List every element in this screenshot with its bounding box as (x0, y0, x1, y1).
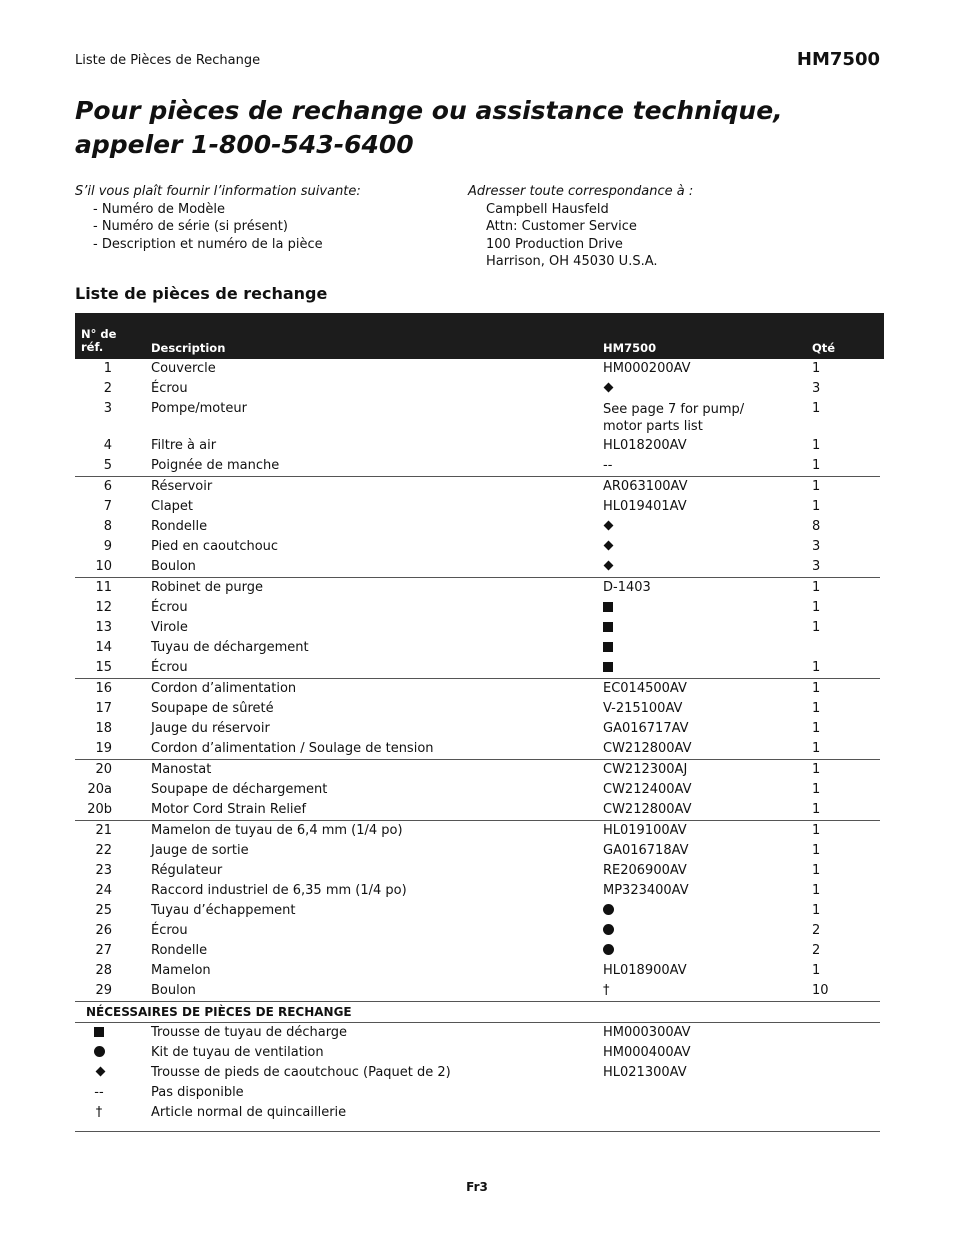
table-row-group (75, 679, 880, 760)
table-row (75, 557, 880, 577)
row-part-number: GA016718AV (603, 843, 689, 858)
row-ref-number: 22 (95, 843, 112, 858)
table-row (75, 618, 880, 638)
table-row (75, 679, 880, 699)
row-ref-number: 3 (103, 401, 112, 416)
row-quantity: 1 (812, 600, 821, 615)
row-description: Virole (151, 620, 188, 635)
row-part-number: † (603, 983, 610, 998)
diamond-symbol-icon (604, 561, 614, 571)
table-row (75, 760, 880, 780)
row-quantity: 8 (812, 519, 821, 534)
row-quantity: 1 (812, 863, 821, 878)
table-row (75, 921, 880, 941)
row-quantity: 1 (812, 782, 821, 797)
row-part-number (603, 557, 612, 577)
row-description: Clapet (151, 499, 194, 514)
row-ref-number: 23 (95, 863, 112, 878)
table-row (75, 658, 880, 678)
row-ref-number: 20a (87, 782, 112, 797)
row-quantity: 1 (812, 660, 821, 675)
row-description: Tuyau de déchargement (151, 640, 309, 655)
row-part-number: CW212800AV (603, 741, 692, 756)
legend-description: Kit de tuyau de ventilation (151, 1045, 324, 1060)
row-quantity: 1 (812, 843, 821, 858)
row-ref-number: 13 (95, 620, 112, 635)
legend-symbol: † (95, 1105, 103, 1120)
table-row (75, 861, 880, 881)
row-part-number (603, 941, 614, 961)
row-part-number: MP323400AV (603, 883, 689, 898)
section-title: Liste de pièces de rechange (75, 284, 328, 303)
row-part-number: HL018200AV (603, 438, 687, 453)
square-symbol-icon (603, 662, 613, 672)
row-quantity: 1 (812, 361, 821, 376)
row-quantity: 10 (812, 983, 829, 998)
row-part-number (603, 638, 613, 658)
row-description: Écrou (151, 660, 188, 675)
row-part-number: GA016717AV (603, 721, 689, 736)
row-description: Cordon d’alimentation (151, 681, 297, 696)
row-description: Jauge de sortie (151, 843, 249, 858)
row-ref-number: 16 (95, 681, 112, 696)
legend-row (75, 1023, 884, 1043)
diamond-symbol-icon (604, 521, 614, 531)
row-description: Boulon (151, 983, 196, 998)
row-description: Rondelle (151, 943, 208, 958)
legend-description: Trousse de pieds de caoutchouc (Paquet de 2) (151, 1065, 451, 1080)
row-quantity: 3 (812, 559, 821, 574)
row-description: Tuyau d’échappement (151, 903, 296, 918)
row-description: Mamelon de tuyau de 6,4 mm (1/4 po) (151, 823, 403, 838)
info-request-block (75, 183, 361, 253)
row-part-number: AR063100AV (603, 479, 688, 494)
row-quantity: 3 (812, 539, 821, 554)
legend-part-number: HM000300AV (603, 1025, 691, 1040)
row-part-number (603, 921, 614, 941)
address-block (468, 183, 693, 271)
info-request-item: - Description et numéro de la pièce (93, 236, 323, 252)
table-row-group (75, 821, 880, 1002)
legend-row (75, 1083, 884, 1103)
table-row-group (75, 359, 880, 477)
legend-symbol: -- (94, 1085, 104, 1100)
row-part-number: HM000200AV (603, 361, 691, 376)
row-quantity: 1 (812, 903, 821, 918)
table-row (75, 598, 880, 618)
row-description: Écrou (151, 923, 188, 938)
row-ref-number: 2 (103, 381, 112, 396)
row-ref-number: 20 (95, 762, 112, 777)
row-quantity: 2 (812, 943, 821, 958)
square-symbol-icon (603, 602, 613, 612)
diamond-symbol-icon (95, 1067, 105, 1077)
row-ref-number: 9 (103, 539, 112, 554)
row-description: Rondelle (151, 519, 208, 534)
row-ref-number: 29 (95, 983, 112, 998)
row-ref-number: 1 (103, 361, 112, 376)
row-part-number (603, 537, 612, 557)
info-request-heading: S’il vous plaît fournir l’information suivante: (75, 184, 361, 199)
row-description: Jauge du réservoir (151, 721, 270, 736)
legend-description: Trousse de tuyau de décharge (151, 1025, 348, 1040)
table-row-group (75, 578, 880, 679)
row-quantity: 1 (812, 681, 821, 696)
row-part-number (603, 598, 613, 618)
table-row (75, 961, 880, 981)
row-ref-number: 24 (95, 883, 112, 898)
address-line: 100 Production Drive (486, 236, 623, 252)
table-row (75, 537, 880, 557)
row-description: Réservoir (151, 479, 213, 494)
legend-row (75, 1043, 884, 1063)
row-part-number: D-1403 (603, 580, 651, 595)
row-ref-number: 14 (95, 640, 112, 655)
row-part-number: CW212300AJ (603, 762, 688, 777)
row-quantity: 3 (812, 381, 821, 396)
row-quantity: 1 (812, 802, 821, 817)
table-row (75, 399, 880, 436)
table-header (75, 313, 884, 359)
table-row (75, 881, 880, 901)
square-symbol-icon (94, 1027, 104, 1037)
row-quantity: 1 (812, 458, 821, 473)
legend-description: Article normal de quincaillerie (151, 1105, 347, 1120)
circle-symbol-icon (603, 944, 614, 955)
table-row (75, 780, 880, 800)
row-description: Poignée de manche (151, 458, 280, 473)
info-request-item: - Numéro de Modèle (93, 201, 226, 217)
row-part-number: HL018900AV (603, 963, 687, 978)
row-part-number: V-215100AV (603, 701, 683, 716)
row-ref-number: 19 (95, 741, 112, 756)
address-heading: Adresser toute correspondance à : (468, 184, 694, 199)
circle-symbol-icon (603, 904, 614, 915)
circle-symbol-icon (603, 924, 614, 935)
row-part-number: HL019401AV (603, 499, 687, 514)
kits-section-title: NÉCESSAIRES DE PIÈCES DE RECHANGE (75, 1002, 880, 1023)
row-description: Soupape de sûreté (151, 701, 274, 716)
header-section-label: Liste de Pièces de Rechange (75, 53, 261, 68)
header-ref: N° de réf. (81, 327, 117, 354)
address-line: Harrison, OH 45030 U.S.A. (486, 254, 658, 269)
row-description: Écrou (151, 381, 188, 396)
row-quantity: 1 (812, 580, 821, 595)
row-description: Régulateur (151, 863, 223, 878)
table-row (75, 456, 880, 476)
table-row-group (75, 477, 880, 578)
table-row (75, 359, 880, 379)
diamond-symbol-icon (604, 383, 614, 393)
page-number: Fr3 (466, 1180, 488, 1194)
row-ref-number: 28 (95, 963, 112, 978)
row-description: Robinet de purge (151, 580, 263, 595)
row-part-number (603, 379, 612, 399)
table-body (75, 359, 884, 1002)
row-quantity: 1 (812, 479, 821, 494)
row-description: Raccord industriel de 6,35 mm (1/4 po) (151, 883, 407, 898)
square-symbol-icon (603, 622, 613, 632)
row-description: Motor Cord Strain Relief (151, 802, 307, 817)
legend-part-number: HL021300AV (603, 1065, 687, 1080)
row-description: Cordon d’alimentation / Soulage de tension (151, 741, 434, 756)
table-row (75, 379, 880, 399)
row-quantity: 1 (812, 963, 821, 978)
table-row (75, 578, 880, 598)
row-quantity: 1 (812, 883, 821, 898)
kits-legend (75, 1023, 884, 1123)
header-description: Description (151, 341, 226, 355)
square-symbol-icon (603, 642, 613, 652)
info-request-item: - Numéro de série (si présent) (93, 219, 288, 234)
row-quantity: 1 (812, 438, 821, 453)
table-row (75, 981, 880, 1001)
row-ref-number: 17 (95, 701, 112, 716)
row-ref-number: 7 (103, 499, 112, 514)
header-part-number: HM7500 (603, 341, 657, 355)
row-ref-number: 18 (95, 721, 112, 736)
table-row (75, 941, 880, 961)
table-row (75, 739, 880, 759)
row-quantity: 1 (812, 499, 821, 514)
table-row (75, 841, 880, 861)
row-description: Soupape de déchargement (151, 782, 328, 797)
row-ref-number: 11 (95, 580, 112, 595)
row-quantity: 1 (812, 741, 821, 756)
row-quantity: 1 (812, 401, 821, 416)
legend-description: Pas disponible (151, 1085, 244, 1100)
row-description: Manostat (151, 762, 212, 777)
circle-symbol-icon (94, 1046, 105, 1057)
row-ref-number: 15 (95, 660, 112, 675)
bottom-rule (75, 1131, 880, 1132)
table-row (75, 497, 880, 517)
row-ref-number: 26 (95, 923, 112, 938)
row-ref-number: 6 (103, 479, 112, 494)
row-part-number (603, 658, 613, 678)
parts-table (75, 313, 884, 1123)
page-title: Pour pièces de rechange ou assistance technique, appeler 1-800-543-6400 (75, 96, 783, 159)
row-quantity: 1 (812, 762, 821, 777)
row-part-number: CW212400AV (603, 782, 692, 797)
row-description: Filtre à air (151, 438, 217, 453)
row-description: Pied en caoutchouc (151, 539, 279, 554)
address-line: Campbell Hausfeld (486, 201, 609, 217)
row-part-number (603, 901, 614, 921)
address-line: Attn: Customer Service (486, 219, 637, 234)
table-row (75, 638, 880, 658)
row-description: Mamelon (151, 963, 211, 978)
row-description: Couvercle (151, 361, 216, 376)
row-quantity: 1 (812, 620, 821, 635)
row-part-number: CW212800AV (603, 802, 692, 817)
header-model-number: HM7500 (796, 49, 880, 70)
legend-symbol (92, 1043, 106, 1063)
table-row-group (75, 760, 880, 821)
row-description: Pompe/moteur (151, 401, 247, 416)
row-ref-number: 27 (95, 943, 112, 958)
table-row (75, 517, 880, 537)
row-quantity: 1 (812, 823, 821, 838)
row-ref-number: 8 (103, 519, 112, 534)
table-row (75, 477, 880, 497)
row-quantity: 1 (812, 721, 821, 736)
row-quantity: 2 (812, 923, 821, 938)
row-part-number: RE206900AV (603, 863, 687, 878)
row-part-number (603, 618, 613, 638)
row-part-number (603, 517, 612, 537)
row-quantity: 1 (812, 701, 821, 716)
row-part-number: See page 7 for pump/ motor parts list (603, 402, 745, 434)
table-row (75, 821, 880, 841)
row-part-number: HL019100AV (603, 823, 687, 838)
table-row (75, 699, 880, 719)
table-row (75, 800, 880, 820)
diamond-symbol-icon (604, 541, 614, 551)
legend-part-number: HM000400AV (603, 1045, 691, 1060)
legend-symbol (92, 1063, 106, 1083)
row-ref-number: 5 (103, 458, 112, 473)
row-description: Écrou (151, 600, 188, 615)
table-row (75, 901, 880, 921)
row-part-number: EC014500AV (603, 681, 687, 696)
table-row (75, 719, 880, 739)
header-quantity: Qté (812, 341, 836, 355)
row-ref-number: 21 (95, 823, 112, 838)
row-ref-number: 20b (87, 802, 112, 817)
row-ref-number: 10 (95, 559, 112, 574)
row-ref-number: 25 (95, 903, 112, 918)
legend-row (75, 1063, 884, 1083)
legend-symbol (92, 1023, 106, 1043)
table-row (75, 436, 880, 456)
row-description: Boulon (151, 559, 196, 574)
row-part-number: -- (603, 458, 613, 473)
legend-row (75, 1103, 884, 1123)
row-ref-number: 12 (95, 600, 112, 615)
row-ref-number: 4 (103, 438, 112, 453)
